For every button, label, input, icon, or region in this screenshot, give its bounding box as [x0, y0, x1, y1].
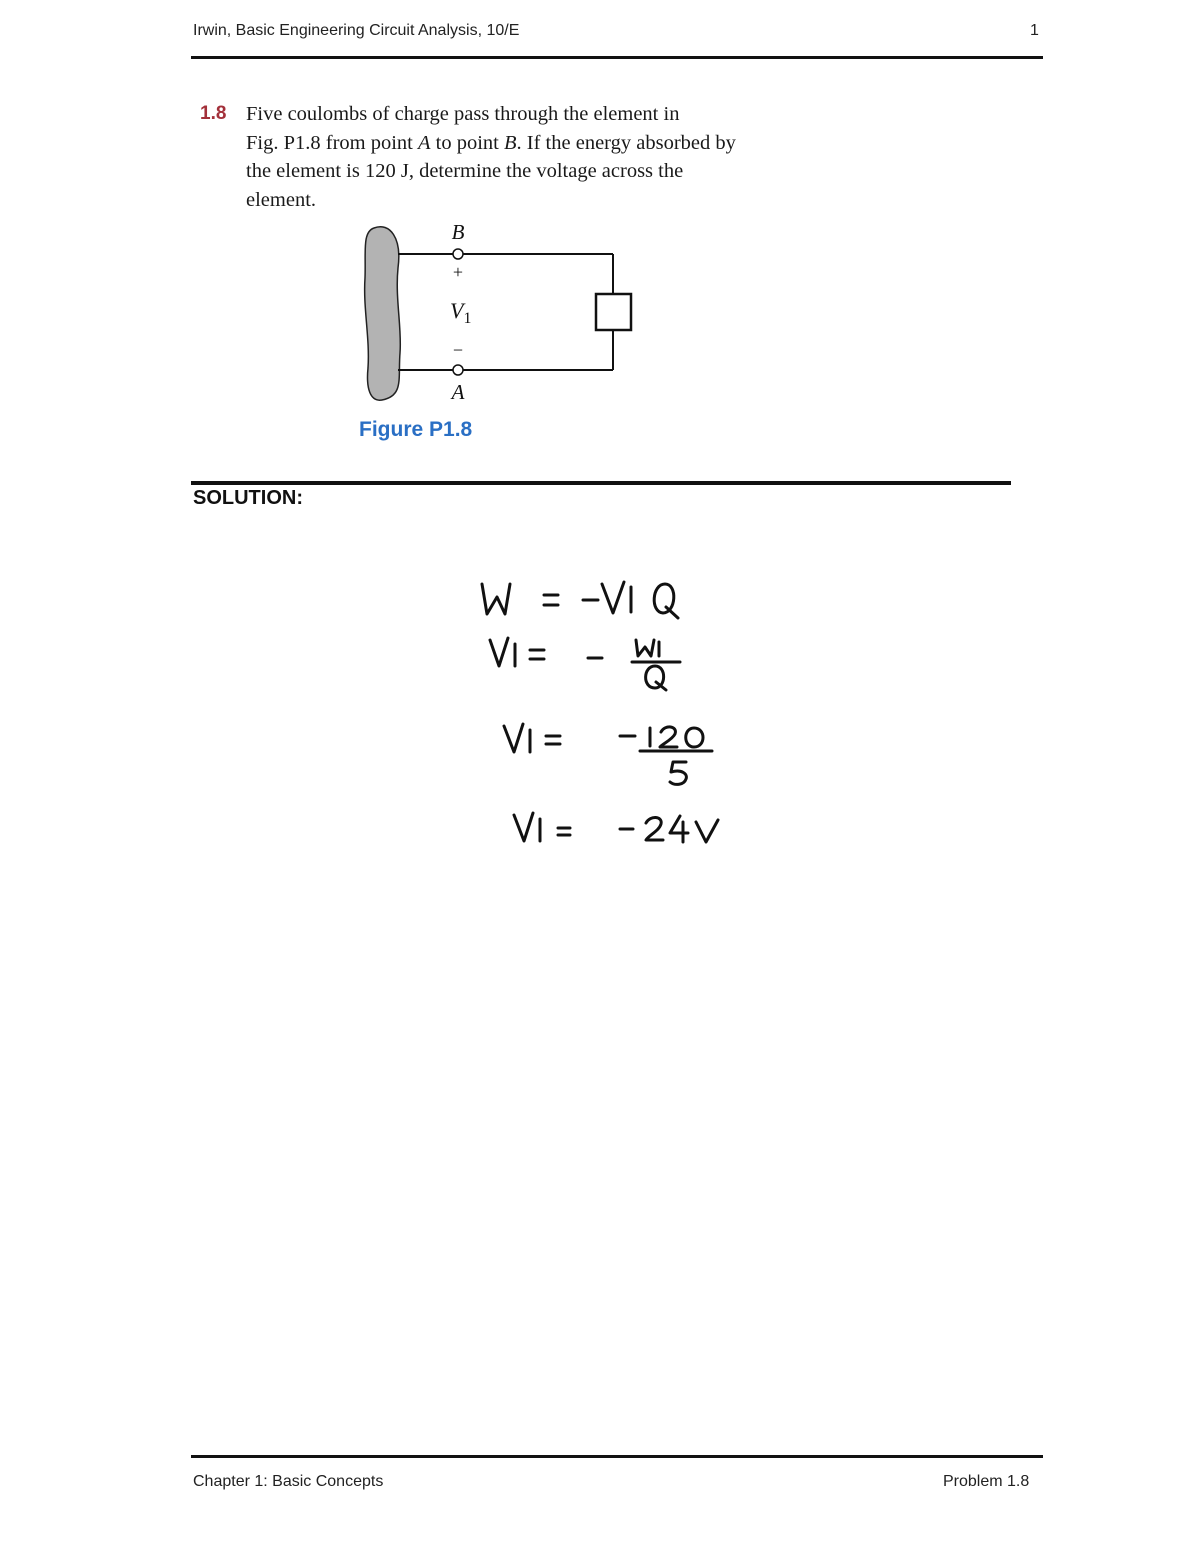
page-number: 1 — [1030, 22, 1039, 39]
element-blob — [365, 227, 401, 400]
footer-problem: Problem 1.8 — [943, 1473, 1030, 1490]
voltage-label: $V_1$ — [450, 298, 472, 327]
header-rule — [191, 56, 1043, 59]
plus-sign: + — [452, 262, 464, 282]
problem-line-1: Five coulombs of charge pass through the element in — [246, 103, 680, 125]
footer-chapter: Chapter 1: Basic Concepts — [193, 1473, 384, 1490]
equation-3 — [504, 724, 712, 784]
circuit-element-box — [596, 294, 631, 330]
footer-rule — [191, 1455, 1043, 1458]
solution-heading: SOLUTION: — [193, 487, 303, 509]
equation-2 — [490, 638, 680, 690]
solution-rule — [191, 481, 1011, 485]
equation-4 — [514, 813, 718, 842]
terminal-a — [453, 365, 463, 375]
problem-line-4: element. — [246, 188, 317, 211]
circuit-figure — [360, 218, 640, 408]
terminal-b — [453, 249, 463, 259]
problem-line-2: Fig. P1.8 from point A to point B. If the energy absorbed by — [246, 131, 736, 154]
node-label-a: A — [451, 380, 465, 404]
problem-line-3: the element is 120 J, determine the voltage across the — [246, 160, 684, 182]
problem-number: 1.8 — [200, 103, 227, 124]
node-label-b: B — [451, 220, 465, 244]
minus-sign: − — [452, 340, 464, 360]
handwritten-solution — [470, 570, 740, 860]
header-title: Irwin, Basic Engineering Circuit Analysis, 10/E — [193, 22, 520, 39]
problem-statement — [246, 100, 806, 214]
equation-1 — [482, 582, 678, 618]
figure-caption: Figure P1.8 — [359, 418, 473, 441]
